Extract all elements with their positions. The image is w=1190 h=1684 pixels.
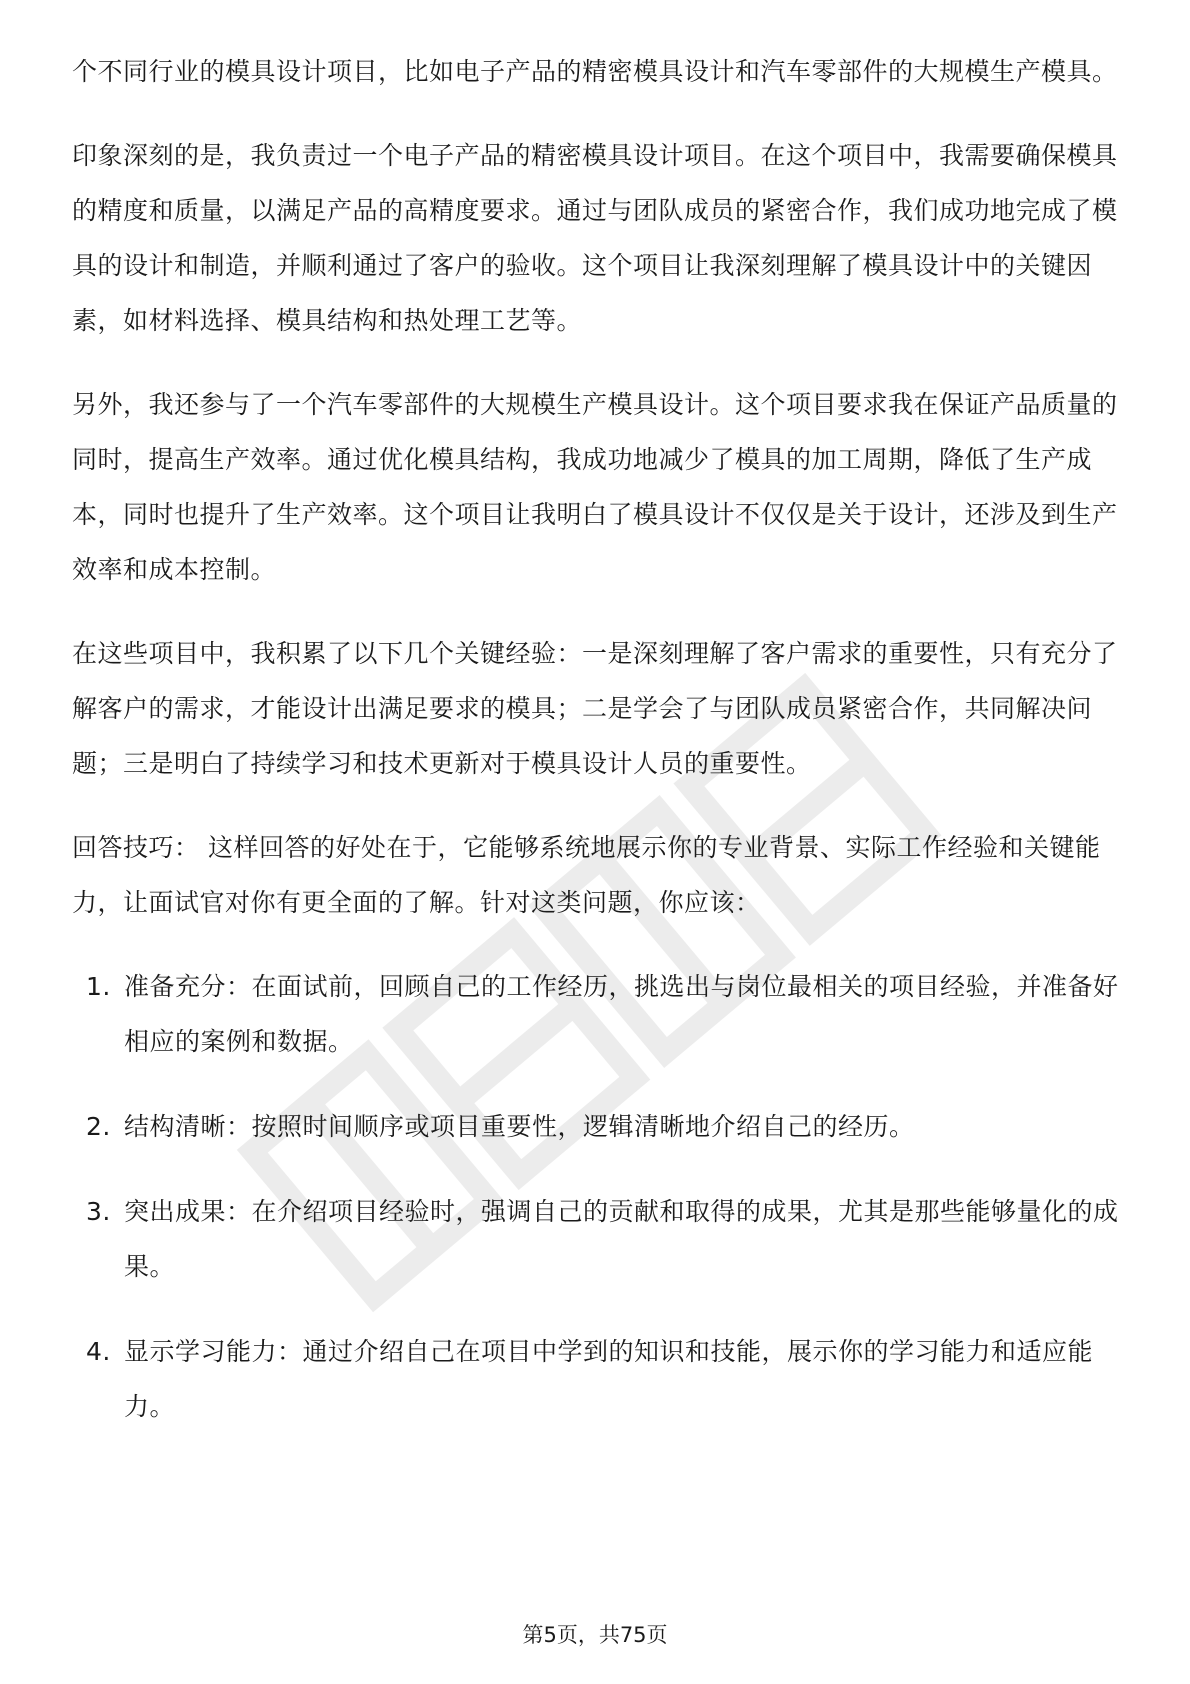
list-item-number: 1. [86, 972, 111, 1001]
list-item-text: 显示学习能力：通过介绍自己在项目中学到的知识和技能，展示你的学习能力和适应能力。 [124, 1337, 1094, 1421]
list-item-number: 4. [86, 1337, 111, 1366]
paragraph-key-experiences: 在这些项目中，我积累了以下几个关键经验：一是深刻理解了客户需求的重要性，只有充分了解客户的需求，才能设计出满足要求的模具；二是学会了与团队成员紧密合作，共同解决问题；三是明白了持续学习和技术更新对于模具设计人员的重要性。 [72, 639, 1118, 778]
paragraph-precision-mold-project: 印象深刻的是，我负责过一个电子产品的精密模具设计项目。在这个项目中，我需要确保模具的精度和质量，以满足产品的高精度要求。通过与团队成员的紧密合作，我们成功地完成了模具的设计和制造，并顺利通过了客户的验收。这个项目让我深刻理解了模具设计中的关键因素，如材料选择、模具结构和热处理工艺等。 [72, 141, 1118, 335]
paragraph-automotive-mold-project: 另外，我还参与了一个汽车零部件的大规模生产模具设计。这个项目要求我在保证产品质量的同时，提高生产效率。通过优化模具结构，我成功地减少了模具的加工周期，降低了生产成本，同时也提升了生产效率。这个项目让我明白了模具设计不仅仅是关于设计，还涉及到生产效率和成本控制。 [72, 390, 1118, 584]
list-item [72, 1184, 1122, 1294]
paragraph-intro-continuation: 个不同行业的模具设计项目，比如电子产品的精密模具设计和汽车零部件的大规模生产模具。 [72, 57, 1118, 86]
list-item-text: 结构清晰：按照时间顺序或项目重要性，逻辑清晰地介绍自己的经历。 [124, 1112, 915, 1141]
list-item-number: 3. [86, 1197, 111, 1226]
list-item [72, 959, 1122, 1069]
list-item [72, 1324, 1122, 1434]
paragraph-answer-tips: 回答技巧： 这样回答的好处在于，它能够系统地展示你的专业背景、实际工作经验和关键能力，让面试官对你有更全面的了解。针对这类问题，你应该： [72, 833, 1101, 917]
list-item-text: 准备充分：在面试前，回顾自己的工作经历，挑选出与岗位最相关的项目经验，并准备好相应的案例和数据。 [124, 972, 1119, 1056]
list-item [72, 1099, 1122, 1154]
tips-list [72, 959, 1122, 1434]
list-item-text: 突出成果：在介绍项目经验时，强调自己的贡献和取得的成果，尤其是那些能够量化的成果。 [124, 1197, 1119, 1281]
list-item-number: 2. [86, 1112, 111, 1141]
page-number-footer: 第5页，共75页 [522, 1623, 668, 1647]
page-content [72, 44, 1122, 1464]
